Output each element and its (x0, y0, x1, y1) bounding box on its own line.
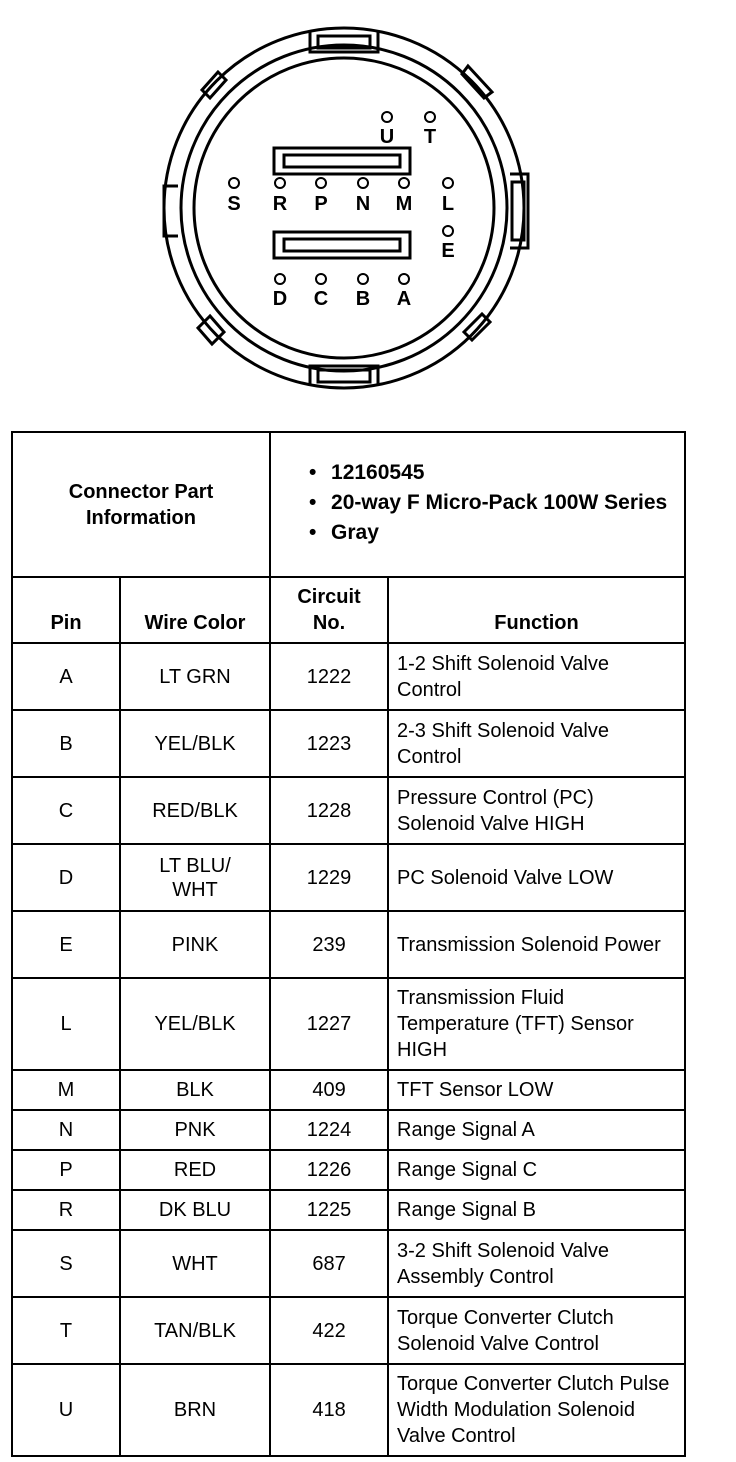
pin-label-a: A (396, 288, 412, 310)
wire-color-cell: DK BLU (120, 1190, 270, 1230)
table-row (12, 1070, 685, 1110)
function-cell: 2-3 Shift Solenoid Valve Control (388, 710, 685, 777)
pin-hole-m (399, 178, 409, 188)
pin-hole-p (316, 178, 326, 188)
connector-info-row (12, 432, 685, 577)
connector-info-part-number: • 12160545 (309, 460, 676, 486)
header-function: Function (388, 577, 685, 643)
table-row (12, 911, 685, 978)
function-cell: Range Signal C (388, 1150, 685, 1190)
wire-color-cell: YEL/BLK (120, 978, 270, 1070)
connector-lower-keyway (274, 232, 410, 258)
function-cell: 1-2 Shift Solenoid Valve Control (388, 643, 685, 710)
connector-upper-keyway (274, 148, 410, 174)
header-circuit-no: Circuit No. (270, 577, 388, 643)
table-row (12, 1364, 685, 1456)
pin-hole-c (316, 274, 326, 284)
table-row (12, 1190, 685, 1230)
header-wire-color: Wire Color (120, 577, 270, 643)
pin-hole-s (229, 178, 239, 188)
pin-cell: N (12, 1110, 120, 1150)
pin-label-t: T (423, 126, 437, 148)
function-cell: Transmission Fluid Temperature (TFT) Sensor HIGH (388, 978, 685, 1070)
circuit-number-cell: 1224 (270, 1110, 388, 1150)
connector-ring-tab (464, 314, 490, 340)
connector-info-list (309, 460, 676, 546)
wire-color-cell: BRN (120, 1364, 270, 1456)
table-header-row (12, 577, 685, 643)
pin-label-p: P (314, 193, 328, 215)
function-cell: Transmission Solenoid Power (388, 911, 685, 978)
connector-info-cell (270, 432, 685, 577)
wire-color-cell: PINK (120, 911, 270, 978)
pin-label-s: S (227, 193, 241, 215)
pinout-table (11, 431, 686, 1457)
wire-color-cell: WHT (120, 1230, 270, 1297)
pin-label-m: M (395, 193, 413, 215)
pin-hole-e (443, 226, 453, 236)
wire-color-cell: RED/BLK (120, 777, 270, 844)
pin-label-l: L (441, 193, 455, 215)
pin-hole-t (425, 112, 435, 122)
wire-color-cell: BLK (120, 1070, 270, 1110)
pin-cell: P (12, 1150, 120, 1190)
table-row (12, 1297, 685, 1364)
table-row (12, 978, 685, 1070)
wire-color-cell: YEL/BLK (120, 710, 270, 777)
pin-hole-d (275, 274, 285, 284)
connector-upper-keyway-slot (284, 155, 400, 167)
pin-label-b: B (355, 288, 371, 310)
wire-color-cell: PNK (120, 1110, 270, 1150)
circuit-number-cell: 422 (270, 1297, 388, 1364)
circuit-number-cell: 1229 (270, 844, 388, 911)
table-row (12, 710, 685, 777)
pin-cell: S (12, 1230, 120, 1297)
pin-hole-l (443, 178, 453, 188)
pin-hole-n (358, 178, 368, 188)
pin-cell: E (12, 911, 120, 978)
pin-label-d: D (272, 288, 288, 310)
pin-label-n: N (355, 193, 371, 215)
pin-cell: D (12, 844, 120, 911)
connector-lower-keyway-slot (284, 239, 400, 251)
table-row (12, 643, 685, 710)
circuit-number-cell: 409 (270, 1070, 388, 1110)
table-row (12, 1150, 685, 1190)
connector-info-label: Connector Part Information (12, 432, 270, 577)
pin-label-c: C (313, 288, 329, 310)
wire-color-cell: TAN/BLK (120, 1297, 270, 1364)
function-cell: PC Solenoid Valve LOW (388, 844, 685, 911)
pin-hole-b (358, 274, 368, 284)
wire-color-cell: LT BLU/ WHT (120, 844, 270, 911)
pin-cell: R (12, 1190, 120, 1230)
circuit-number-cell: 1228 (270, 777, 388, 844)
pin-label-u: U (379, 126, 395, 148)
pin-cell: C (12, 777, 120, 844)
pin-hole-a (399, 274, 409, 284)
function-cell: Range Signal B (388, 1190, 685, 1230)
table-row (12, 844, 685, 911)
pin-cell: T (12, 1297, 120, 1364)
circuit-number-cell: 1226 (270, 1150, 388, 1190)
function-cell: Torque Converter Clutch Pulse Width Modulation Solenoid Valve Control (388, 1364, 685, 1456)
circuit-number-cell: 418 (270, 1364, 388, 1456)
circuit-number-cell: 1223 (270, 710, 388, 777)
pin-cell: A (12, 643, 120, 710)
circuit-number-cell: 687 (270, 1230, 388, 1297)
table-row (12, 1230, 685, 1297)
circuit-number-cell: 239 (270, 911, 388, 978)
circuit-number-cell: 1225 (270, 1190, 388, 1230)
connector-face-diagram (150, 10, 580, 410)
pin-cell: M (12, 1070, 120, 1110)
wire-color-cell: LT GRN (120, 643, 270, 710)
circuit-number-cell: 1222 (270, 643, 388, 710)
function-cell: TFT Sensor LOW (388, 1070, 685, 1110)
pin-hole-u (382, 112, 392, 122)
connector-info-color: • Gray (309, 520, 676, 546)
function-cell: 3-2 Shift Solenoid Valve Assembly Control (388, 1230, 685, 1297)
wire-color-cell: RED (120, 1150, 270, 1190)
pin-label-e: E (441, 240, 455, 262)
pin-cell: U (12, 1364, 120, 1456)
pin-label-r: R (272, 193, 288, 215)
circuit-number-cell: 1227 (270, 978, 388, 1070)
pin-cell: L (12, 978, 120, 1070)
pin-cell: B (12, 710, 120, 777)
pinout-table-body (12, 432, 685, 1456)
function-cell: Pressure Control (PC) Solenoid Valve HIGH (388, 777, 685, 844)
connector-ring-tab (462, 66, 492, 98)
table-row (12, 777, 685, 844)
function-cell: Range Signal A (388, 1110, 685, 1150)
connector-info-type: • 20-way F Micro-Pack 100W Series (309, 490, 676, 516)
pin-hole-r (275, 178, 285, 188)
function-cell: Torque Converter Clutch Solenoid Valve Control (388, 1297, 685, 1364)
table-row (12, 1110, 685, 1150)
header-pin: Pin (12, 577, 120, 643)
